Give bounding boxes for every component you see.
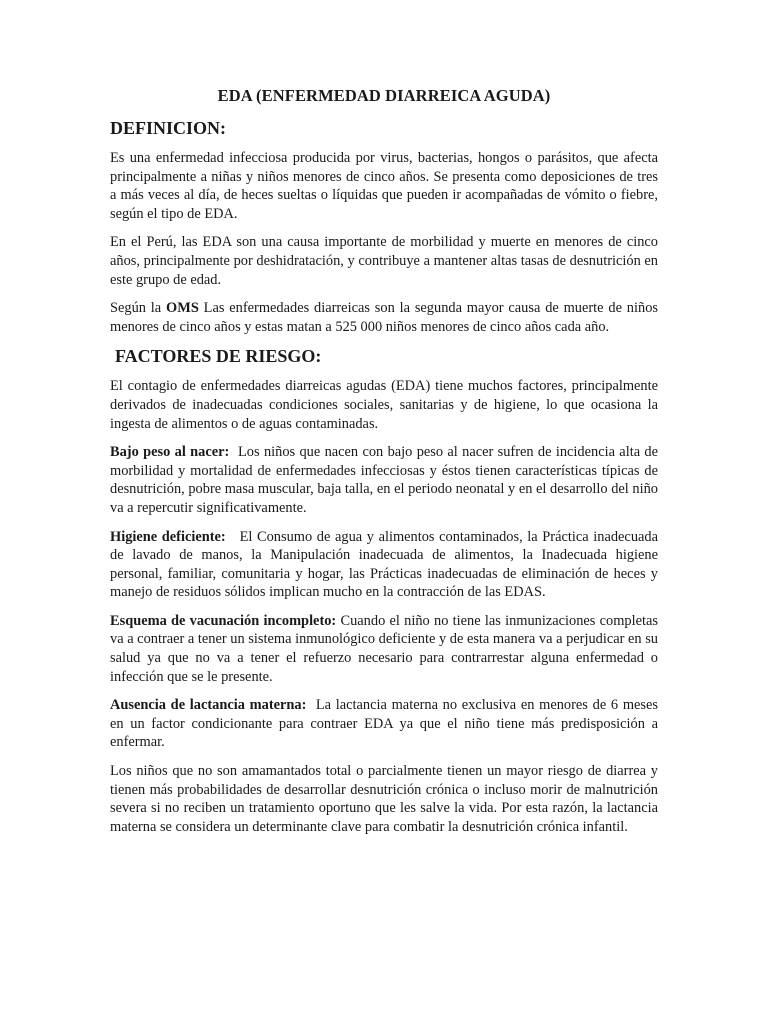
factor-item: [110, 612, 658, 686]
factor-term: Higiene deficiente:: [110, 528, 226, 545]
section-heading-definicion: DEFINICION:: [110, 118, 227, 138]
factores-intro: El contagio de enfermedades diarreicas agudas (EDA) tiene muchos factores, principalmente derivados de inadecuadas condiciones sociales, sanitarias y de higiene, lo que ocasiona la ingesta de alimentos o de aguas contaminadas.: [110, 378, 658, 432]
oms-term: OMS: [166, 300, 199, 317]
oms-text: Las enfermedades diarreicas son la segunda mayor causa de muerte de niños menores de cinco años y estas matan a 525 000 niños menores de cinco años cada año.: [110, 300, 658, 335]
closing-paragraph: Los niños que no son amamantados total o parcialmente tienen un mayor riesgo de diarrea y tienen más probabilidades de desarrollar desnutrición crónica o incluso morir de malnutrición severa si no reciben un tratamiento oportuno que les salve la vida. Por esta razón, la lactancia materna se considera un determinante clave para combatir la desnutrición crónica infantil.: [110, 763, 658, 835]
oms-prefix: Según la: [110, 300, 162, 317]
factor-item: [110, 443, 658, 517]
definicion-paragraph-3: [110, 299, 658, 336]
factor-item: [110, 528, 658, 602]
factor-text: Los niños que nacen con bajo peso al nacer sufren de incidencia alta de morbilidad y mortalidad de enfermedades infecciosas y éstos tienen características típicas de desnutrición, pobre masa muscular, baja talla, en el periodo neonatal y en el desarrollo del niño va a repercutir significativamente.: [110, 444, 658, 516]
definicion-paragraph-1: Es una enfermedad infecciosa producida por virus, bacterias, hongos o parásitos, que afecta principalmente a niñas y niños menores de cinco años. Se presenta como deposiciones de tres a más veces al día, de heces sueltas o líquidas que pueden ir acompañadas de vómito o fiebre, según el tipo de EDA.: [110, 150, 658, 222]
factor-term: Esquema de vacunación incompleto:: [110, 612, 337, 629]
factor-item: [110, 696, 658, 752]
factor-text: La lactancia materna no exclusiva en menores de 6 meses en un factor condicionante para contraer EDA ya que el niño tiene más predisposición a enfermar.: [110, 697, 659, 751]
section-heading-factores: FACTORES DE RIESGO:: [115, 346, 322, 367]
definicion-paragraph-2: En el Perú, las EDA son una causa importante de morbilidad y muerte en menores de cinco años, principalmente por deshidratación, y contribuye a mantener altas tasas de desnutrición en este grupo de edad.: [110, 234, 658, 288]
factor-text: El Consumo de agua y alimentos contaminados, la Práctica inadecuada de lavado de manos, la Manipulación inadecuada de alimentos, la Inadecuada higiene personal, familiar, comunitaria y hogar, las Prácticas inadecuadas de eliminación de heces y manejo de residuos sólidos implican mucho en la contracción de las EDAS.: [110, 528, 658, 601]
document-title: EDA (ENFERMEDAD DIARREICA AGUDA): [217, 86, 551, 105]
factor-term: Ausencia de lactancia materna:: [110, 697, 307, 714]
factor-text: Cuando el niño no tiene las inmunizaciones completas va a contraer a tener un sistema inmunológico deficiente y de esta manera va a perjudicar en su salud ya que no va a tener el refuerzo necesario para contrarrestar alguna enfermedad o infección que se le presente.: [110, 612, 659, 685]
factor-term: Bajo peso al nacer:: [110, 444, 230, 461]
